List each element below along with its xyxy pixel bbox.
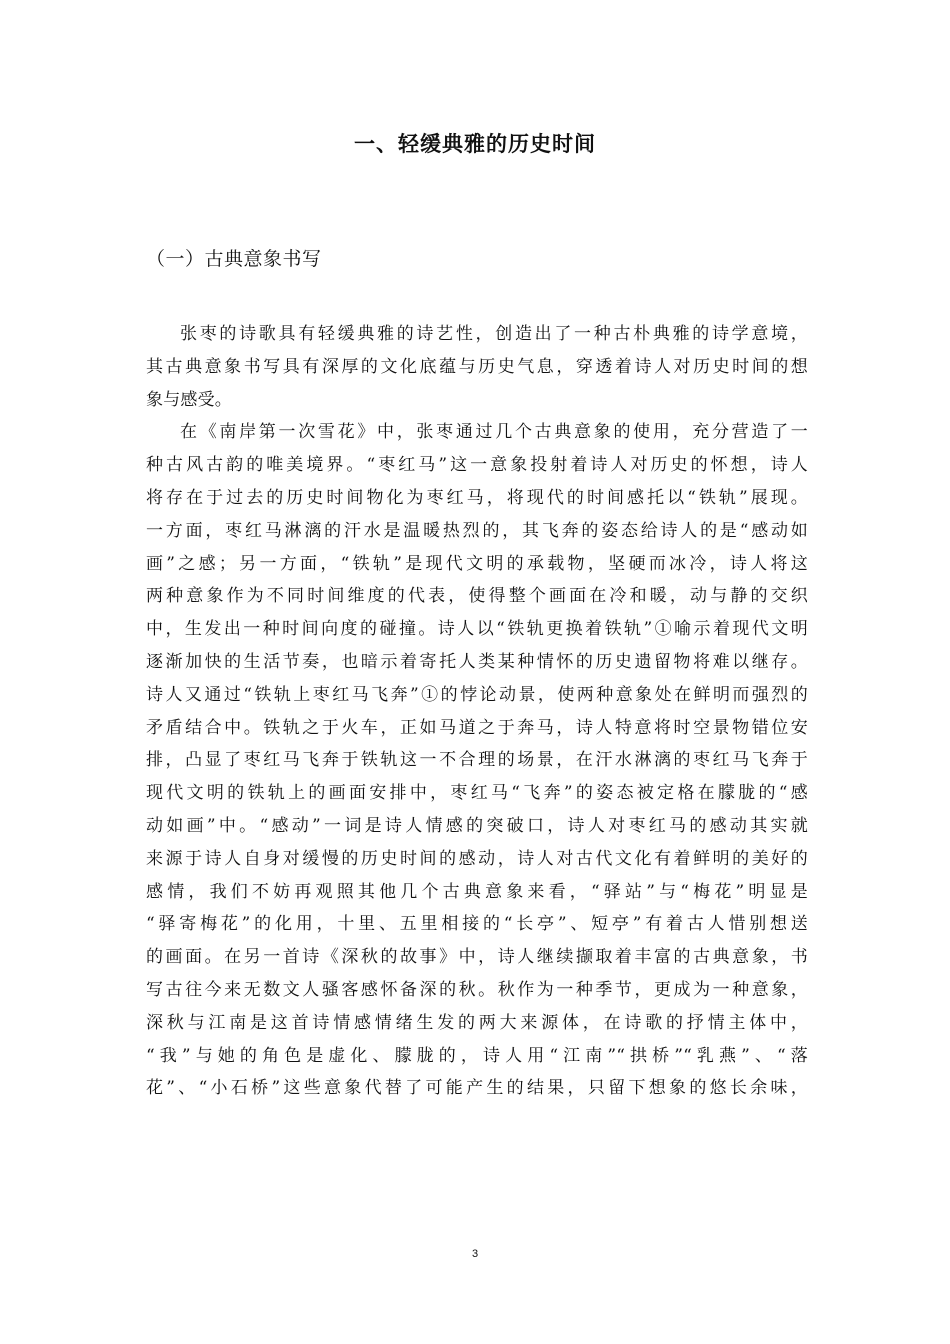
paragraph-line: 象与感受。 (146, 389, 232, 410)
chapter-title: 一、轻缓典雅的历史时间 (354, 132, 596, 156)
paragraph-line: 一方面，枣红马淋漓的汗水是温暖热烈的，其飞奔的姿态给诗人的是“感动如 (146, 520, 808, 541)
page-number: 3 (471, 1248, 479, 1260)
paragraph-line: 排，凸显了枣红马飞奔于铁轨这一不合理的场景，在汗水淋漓的枣红马飞奔于 (146, 750, 808, 771)
paragraph-line: 张枣的诗歌具有轻缓典雅的诗艺性，创造出了一种古朴典雅的诗学意境， (180, 324, 808, 344)
paragraph-line: 其古典意象书写具有深厚的文化底蕴与历史气息，穿透着诗人对历史时间的想 (146, 356, 808, 377)
paragraph-line: 种古风古韵的唯美境界。“枣红马”这一意象投射着诗人对历史的怀想，诗人 (146, 455, 808, 476)
paragraph-line: 矛盾结合中。铁轨之于火车，正如马道之于奔马，诗人特意将时空景物错位安 (146, 717, 808, 738)
section-heading: （一）古典意象书写 (146, 248, 322, 270)
paragraph-line: 写古往今来无数文人骚客感怀备深的秋。秋作为一种季节，更成为一种意象， (146, 979, 808, 1000)
paragraph-line: 将存在于过去的历史时间物化为枣红马，将现代的时间感托以“铁轨”展现。 (146, 487, 808, 508)
paragraph-line: 画”之感；另一方面，“铁轨”是现代文明的承载物，坚硬而冰冷，诗人将这 (146, 553, 808, 574)
paragraph-line: 逐渐加快的生活节奏，也暗示着寄托人类某种情怀的历史遗留物将难以继存。 (146, 651, 808, 672)
paragraph-line: 在《南岸第一次雪花》中，张枣通过几个古典意象的使用，充分营造了一 (180, 422, 808, 443)
paragraph-line: 动如画”中。“感动”一词是诗人情感的突破口，诗人对枣红马的感动其实就 (146, 815, 808, 836)
paragraph-line: 的画面。在另一首诗《深秋的故事》中，诗人继续撷取着丰富的古典意象，书 (146, 947, 808, 968)
paragraph-line: 花”、“小石桥”这些意象代替了可能产生的结果，只留下想象的悠长余味， (146, 1078, 808, 1099)
paragraph-line: 两种意象作为不同时间维度的代表，使得整个画面在冷和暖，动与静的交织 (146, 586, 808, 607)
paragraph-line: 来源于诗人自身对缓慢的历史时间的感动，诗人对古代文化有着鲜明的美好的 (146, 848, 808, 869)
paragraph-line: “驿寄梅花”的化用，十里、五里相接的“长亭”、短亭”有着古人惜别想送 (146, 914, 808, 935)
paragraph-line: 诗人又通过“铁轨上枣红马飞奔”①的悖论动景，使两种意象处在鲜明而强烈的 (146, 684, 808, 705)
paragraph-line: 深秋与江南是这首诗情感情绪生发的两大来源体，在诗歌的抒情主体中， (146, 1012, 808, 1033)
body-text (146, 318, 808, 1105)
paragraph-line: 现代文明的铁轨上的画面安排中，枣红马“飞奔”的姿态被定格在朦胧的“感 (146, 783, 808, 804)
paragraph-line: “我”与她的角色是虚化、朦胧的，诗人用“江南”“拱桥”“乳燕”、“落 (146, 1045, 808, 1066)
paragraph-line: 感情，我们不妨再观照其他几个古典意象来看，“驿站”与“梅花”明显是 (146, 881, 808, 902)
paragraph-line: 中，生发出一种时间向度的碰撞。诗人以“铁轨更换着铁轨”①喻示着现代文明 (146, 619, 808, 640)
